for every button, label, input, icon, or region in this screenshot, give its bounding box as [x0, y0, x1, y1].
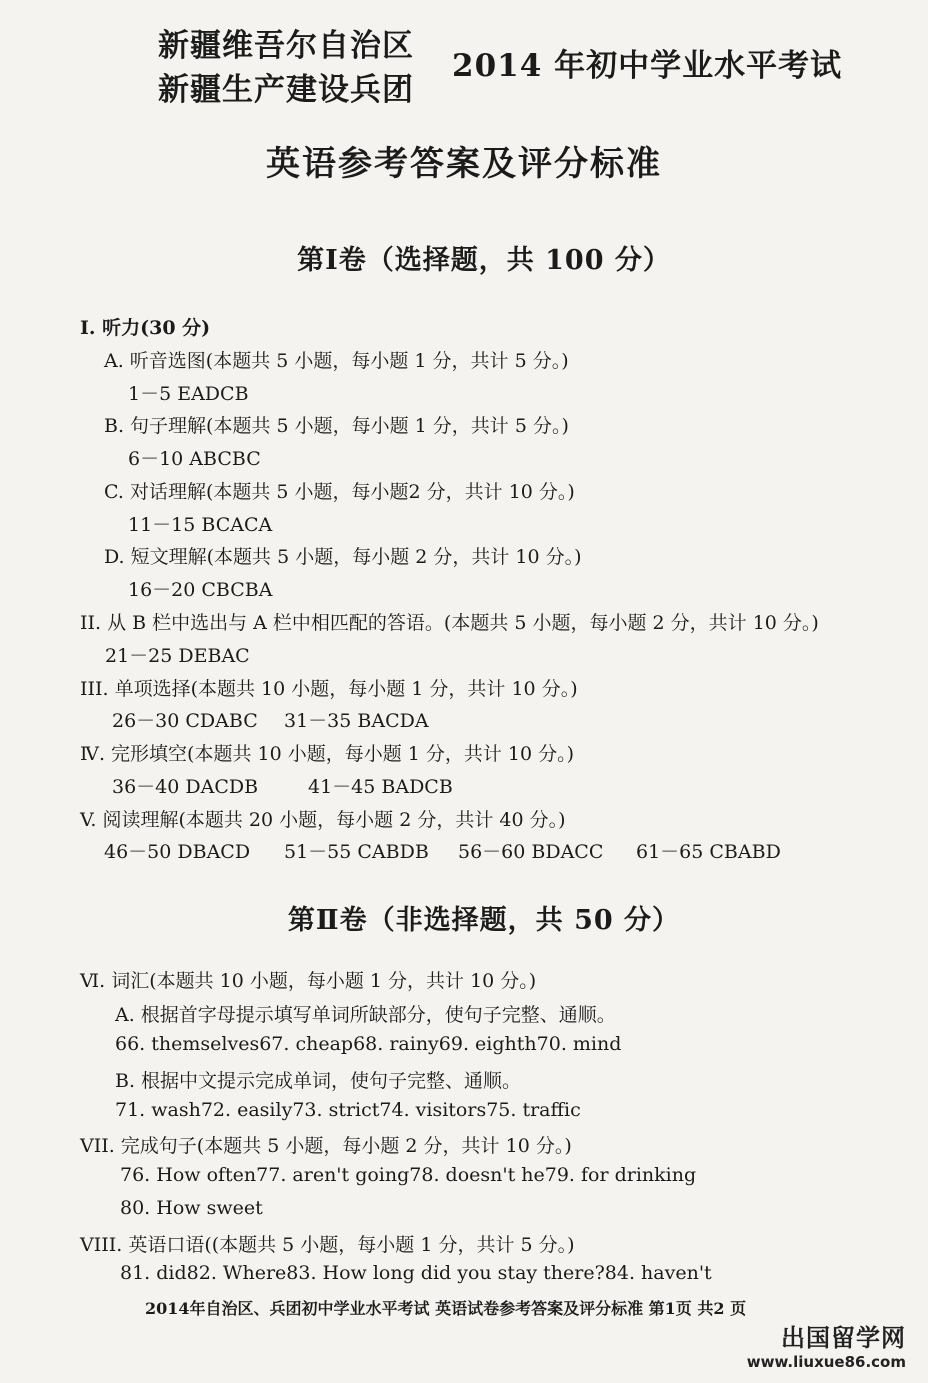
- section-2-answer: 21－25 DEBAC: [105, 645, 250, 667]
- section-6b-answers: [115, 1099, 581, 1121]
- volume-1-heading: 第Ⅰ卷（选择题，共 100 分）: [297, 245, 671, 276]
- section-1c-title: C. 对话理解(本题共 5 小题，每小题2 分，共计 10 分。): [104, 481, 575, 503]
- answer-item: 68. rainy: [353, 1033, 439, 1055]
- section-1d-title: D. 短文理解(本题共 5 小题，每小题 2 分，共计 10 分。): [104, 546, 582, 568]
- section-1b-title: B. 句子理解(本题共 5 小题，每小题 1 分，共计 5 分。): [104, 415, 569, 437]
- answer-item: 75. traffic: [486, 1099, 581, 1121]
- answer-item: 70. mind: [536, 1033, 622, 1055]
- section-5-title: V. 阅读理解(本题共 20 小题，每小题 2 分，共计 40 分。): [80, 809, 566, 831]
- volume-2-heading: 第Ⅱ卷（非选择题，共 50 分）: [287, 905, 681, 936]
- section-6b-title: B. 根据中文提示完成单词，使句子完整、通顺。: [115, 1070, 522, 1092]
- answer-item: 81. did: [120, 1262, 187, 1284]
- site-watermark: [747, 1318, 906, 1371]
- section-2-title: II. 从 B 栏中选出与 A 栏中相匹配的答语。(本题共 5 小题，每小题 2 分，共计 10 分。): [80, 612, 819, 634]
- section-7-answers: [120, 1164, 696, 1186]
- answer-item: 71. wash: [115, 1099, 201, 1121]
- section-1a-title: A. 听音选图(本题共 5 小题，每小题 1 分，共计 5 分。): [104, 350, 569, 372]
- answer-group: 61－65 CBABD: [636, 841, 781, 863]
- answer-group: 51－55 CABDB: [284, 841, 429, 863]
- answer-group: 56－60 BDACC: [458, 841, 604, 863]
- document-title: 英语参考答案及评分标准: [266, 144, 662, 184]
- section-7-answer-last: 80. How sweet: [120, 1197, 263, 1219]
- exam-title: 2014 年初中学业水平考试: [452, 48, 843, 84]
- section-4-answers: [112, 772, 453, 799]
- section-1d-answer: 16－20 CBCBA: [128, 579, 273, 601]
- answer-item: 84. haven't: [604, 1262, 712, 1284]
- answer-item: 69. eighth: [438, 1033, 537, 1055]
- section-6-title: Ⅵ. 词汇(本题共 10 小题，每小题 1 分，共计 10 分。): [80, 970, 537, 992]
- section-5-answers: [104, 837, 781, 864]
- answer-item: 82. Where: [186, 1262, 287, 1284]
- section-1a-answer: 1－5 EADCB: [128, 383, 249, 405]
- section-1-title: I. 听力(30 分): [80, 317, 211, 339]
- answer-item: 73. strict: [292, 1099, 380, 1121]
- answer-item: 79. for drinking: [544, 1164, 697, 1186]
- answer-item: 78. doesn't he: [409, 1164, 545, 1186]
- answer-item: 66. themselves: [115, 1033, 260, 1055]
- issuer-line-1: 新疆维吾尔自治区: [158, 28, 414, 64]
- page-footer: 2014年自治区、兵团初中学业水平考试 英语试卷参考答案及评分标准 第1页 共2 页: [145, 1299, 747, 1318]
- answer-item: 77. aren't going: [256, 1164, 410, 1186]
- section-3-title: III. 单项选择(本题共 10 小题，每小题 1 分，共计 10 分。): [80, 678, 578, 700]
- answer-item: 72. easily: [200, 1099, 293, 1121]
- section-8-answers: [120, 1262, 712, 1284]
- answer-group: 26－30 CDABC: [112, 710, 258, 732]
- section-4-title: Ⅳ. 完形填空(本题共 10 小题，每小题 1 分，共计 10 分。): [80, 743, 575, 765]
- watermark-url: www.liuxue86.com: [746, 1353, 906, 1371]
- section-3-answers: [112, 706, 429, 733]
- answer-group: 41－45 BADCB: [308, 776, 453, 798]
- section-7-title: VII. 完成句子(本题共 5 小题，每小题 2 分，共计 10 分。): [80, 1135, 572, 1157]
- answer-group: 46－50 DBACD: [104, 841, 251, 863]
- section-8-title: VIII. 英语口语((本题共 5 小题，每小题 1 分，共计 5 分。): [80, 1234, 575, 1256]
- section-6a-title: A. 根据首字母提示填写单词所缺部分，使句子完整、通顺。: [115, 1004, 616, 1026]
- answer-item: 83. How long did you stay there?: [286, 1262, 605, 1284]
- answer-item: 76. How often: [120, 1164, 257, 1186]
- section-6a-answers: [115, 1033, 621, 1055]
- section-1c-answer: 11－15 BCACA: [128, 514, 273, 536]
- answer-group: 36－40 DACDB: [112, 776, 259, 798]
- answer-item: 74. visitors: [379, 1099, 487, 1121]
- answer-item: 67. cheap: [259, 1033, 354, 1055]
- section-1b-answer: 6－10 ABCBC: [128, 448, 261, 470]
- answer-group: 31－35 BACDA: [284, 710, 429, 732]
- issuer-line-2: 新疆生产建设兵团: [158, 72, 414, 108]
- watermark-site-name: 出国留学网: [781, 1324, 906, 1352]
